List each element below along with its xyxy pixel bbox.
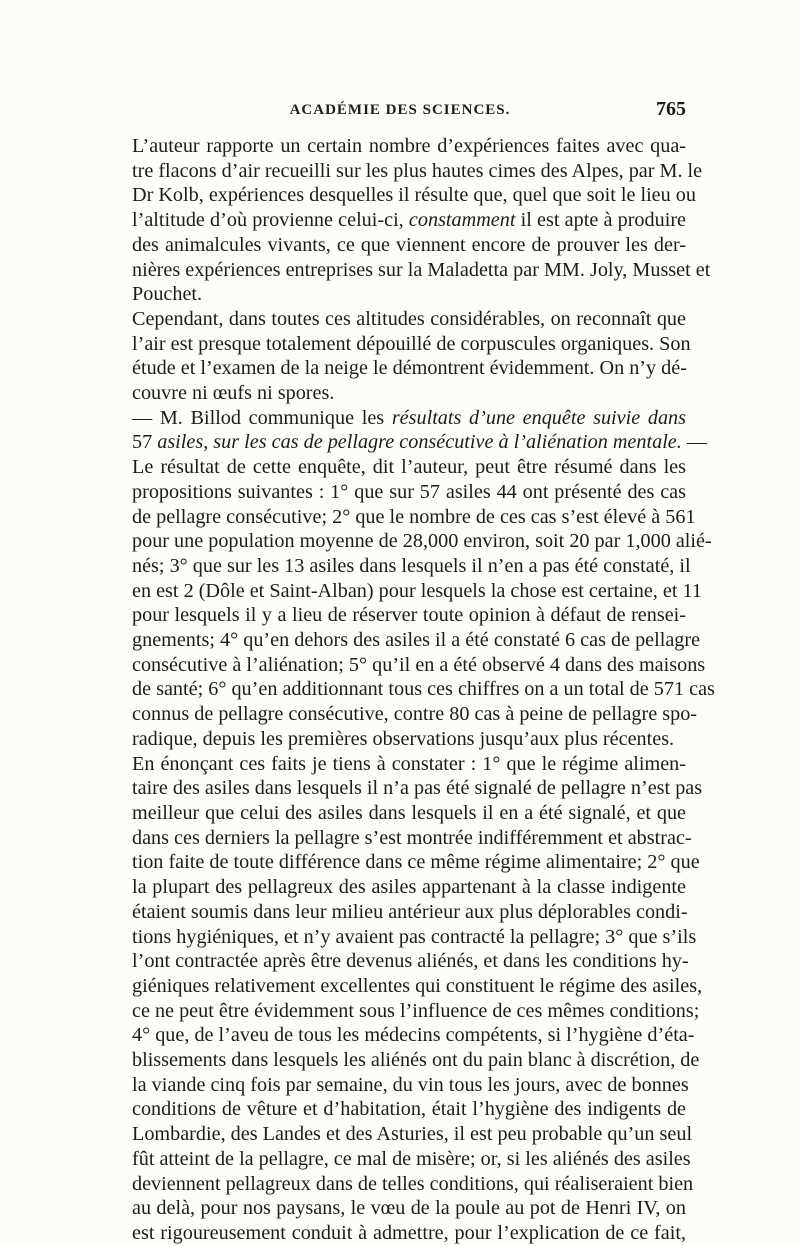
text-line: au delà, pour nos paysans, le vœu de la poule au pot de Henri IV, on	[132, 1197, 686, 1220]
running-title: ACADÉMIE DES SCIENCES.	[289, 102, 511, 118]
text-line: dans ces derniers la pellagre s’est montrée indifféremment et abstrac-	[132, 826, 692, 849]
text-line: l’air est presque totalement dépouillé de corpuscules organiques. Son	[132, 332, 691, 355]
document-page	[114, 98, 715, 1246]
text-line: — M. Billod communique les résultats d’une enquête suivie dans	[132, 406, 686, 429]
text-line: tre flacons d’air recueilli sur les plus hautes cimes des Alpes, par M. le	[132, 159, 703, 182]
text-line: blissements dans lesquels les aliénés ont du pain blanc à discrétion, de	[132, 1049, 700, 1072]
running-header	[114, 98, 686, 134]
text-line: la plupart des pellagreux des asiles appartenant à la classe indigente	[132, 876, 686, 899]
text-line: Le résultat de cette enquête, dit l’auteur, peut être résumé dans les	[132, 456, 686, 479]
text-line: pour lesquels il y a lieu de réserver toute opinion à défaut de rensei-	[132, 604, 686, 627]
text-line: des animalcules vivants, ce que viennent encore de prouver les der-	[132, 233, 686, 256]
text-line: connus de pellagre consécutive, contre 80 cas à peine de pellagre spo-	[132, 703, 698, 726]
text-line: consécutive à l’aliénation; 5° qu’il en a été observé 4 dans des maisons	[132, 653, 706, 676]
text-line: de pellagre consécutive; 2° que le nombre de ces cas s’est élevé à 561	[132, 505, 696, 528]
text-line: Pouchet.	[132, 283, 203, 306]
text-line: nières expériences entreprises sur la Maladetta par MM. Joly, Musset et	[132, 258, 711, 281]
text-line: est rigoureusement conduit à admettre, pour l’explication de ce fait,	[132, 1221, 686, 1244]
text-line: l’altitude d’où provienne celui-ci, constamment il est apte à produire	[132, 209, 686, 232]
text-line: radique, depuis les premières observations jusqu’aux plus récentes.	[132, 727, 675, 750]
text-line: Cependant, dans toutes ces altitudes considérables, on reconnaît que	[132, 307, 686, 330]
text-line: propositions suivantes : 1° que sur 57 asiles 44 ont présenté des cas	[132, 480, 686, 503]
text-line: tions hygiéniques, et n’y avaient pas contracté la pellagre; 3° que s’ils	[132, 925, 697, 948]
paragraph-3	[114, 406, 715, 752]
text-line: la viande cinq fois par semaine, du vin tous les jours, avec de bonnes	[132, 1073, 689, 1096]
text-line: meilleur que celui des asiles dans lesquels il en a été signalé, et que	[132, 801, 686, 824]
text-line: Lombardie, des Landes et des Asturies, il est peu probable qu’un seul	[132, 1123, 693, 1146]
text-line: fût atteint de la pellagre, ce mal de misère; or, si les aliénés des asiles	[132, 1147, 691, 1170]
text-line: ce ne peut être évidemment sous l’influence de ces mêmes conditions;	[132, 999, 700, 1022]
paragraph-4	[114, 752, 703, 1246]
text-line: gnements; 4° qu’en dehors des asiles il a été constaté 6 cas de pellagre	[132, 629, 701, 652]
text-line: giéniques relativement excellentes qui constituent le régime des asiles,	[132, 974, 703, 997]
text-line: étaient soumis dans leur milieu antérieur aux plus déplorables condi-	[132, 900, 688, 923]
text-line: L’auteur rapporte un certain nombre d’expériences faites avec qua-	[132, 135, 686, 157]
text-line: de santé; 6° qu’en additionnant tous ces chiffres on a un total de 571 cas	[132, 678, 715, 701]
text-line: 4° que, de l’aveu de tous les médecins compétents, si l’hygiène d’éta-	[132, 1024, 695, 1047]
text-line: deviennent pellagreux dans de telles conditions, qui réaliseraient bien	[132, 1172, 694, 1195]
text-line: conditions de vêture et d’habitation, était l’hygiène des indigents de	[132, 1098, 686, 1121]
text-line: en est 2 (Dôle et Saint-Alban) pour lesquels la chose est certaine, et 11	[132, 579, 702, 602]
paragraph-1	[114, 134, 711, 307]
text-line: couvre ni œufs ni spores.	[132, 382, 335, 405]
text-line: nés; 3° que sur les 13 asiles dans lesquels il n’en a pas été constaté, il	[132, 554, 691, 577]
text-line: l’ont contractée après être devenus aliénés, et dans les conditions hy-	[132, 950, 689, 973]
paragraph-2	[114, 307, 691, 406]
text-line: Dr Kolb, expériences desquelles il résulte que, quel que soit le lieu ou	[132, 184, 696, 207]
text-line: 57 asiles, sur les cas de pellagre consécutive à l’aliénation mentale. —	[132, 431, 708, 454]
text-line: tion faite de toute différence dans ce même régime alimentaire; 2° que	[132, 851, 700, 874]
text-line: pour une population moyenne de 28,000 environ, soit 20 par 1,000 alié-	[132, 530, 712, 553]
text-line: taire des asiles dans lesquels il n’a pas été signalé de pellagre n’est pas	[132, 777, 703, 800]
text-line: étude et l’examen de la neige le démontrent évidemment. On n’y dé-	[132, 357, 687, 380]
page-number: 765	[656, 98, 686, 120]
text-line: En énonçant ces faits je tiens à constater : 1° que le régime alimen-	[132, 752, 686, 775]
